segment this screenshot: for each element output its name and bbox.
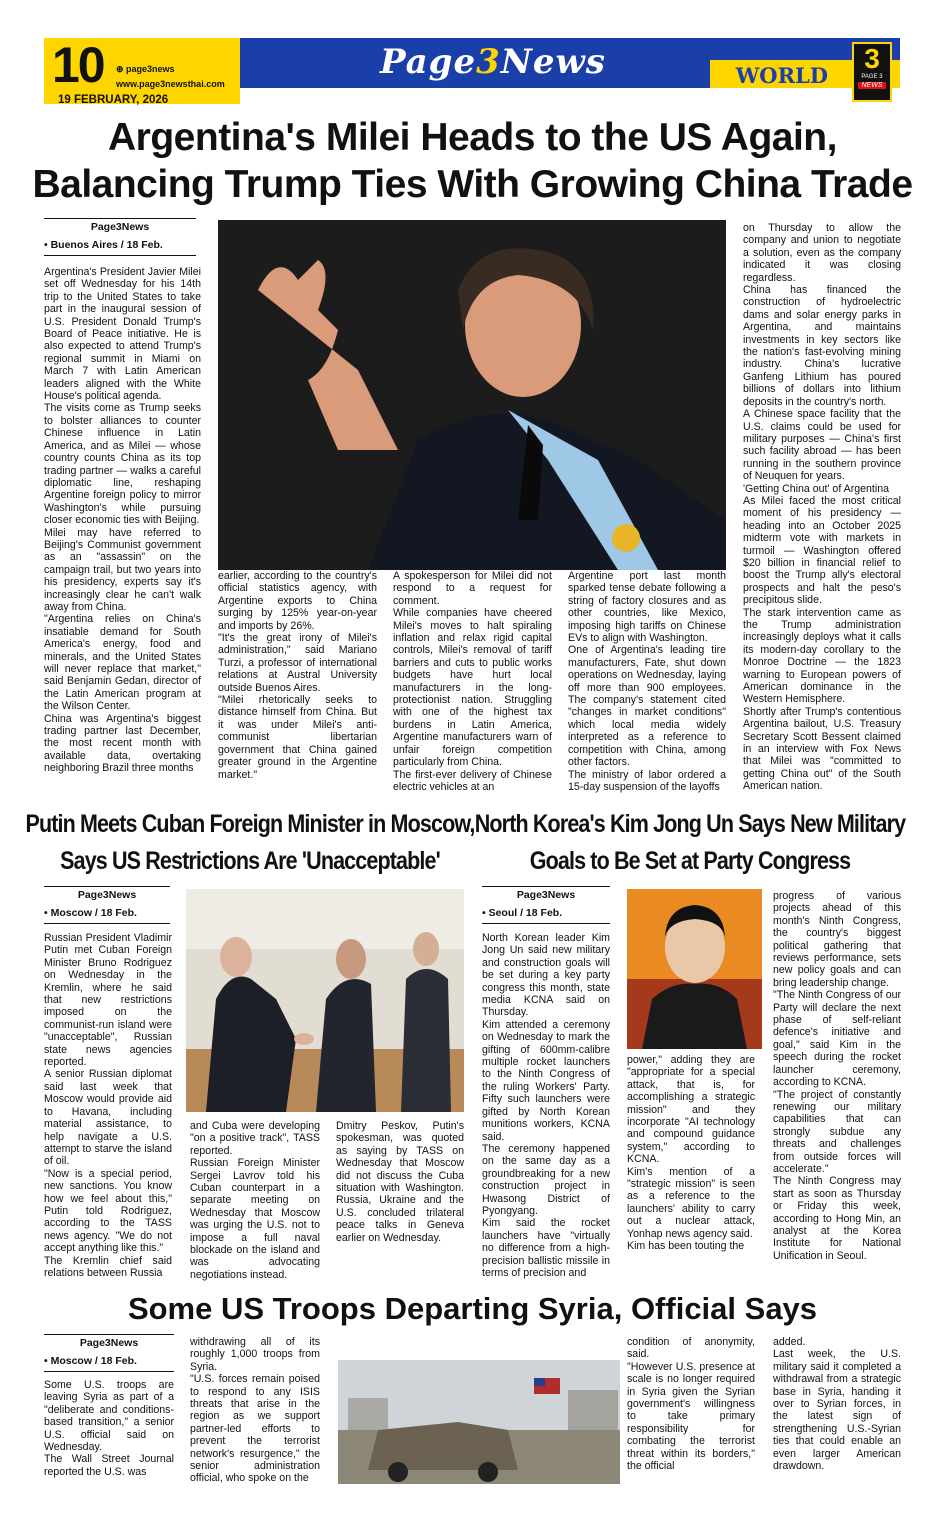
paragraph: While companies have cheered Milei's moves to halt spiraling inflation and relax rigid capital controls, Milei's removal of tariff barriers and cuts to public works budgets have hurt local manufacturers in the long-protectionist nation. Struggling with one of the highest tax burdens in Latin America, Argentine manufacturers warn of unfair foreign competition particularly from China. xyxy=(393,607,552,769)
paragraph: on Thursday to allow the company and union to negotiate a solution, even as the company indicated it was closing regardless. xyxy=(743,222,901,284)
milei-waving-photo xyxy=(218,220,726,570)
paragraph: The ceremony happened on the same day as a groundbreaking for a new construction project in Hwasong District of Pyongyang. xyxy=(482,1142,610,1217)
newspaper-logo xyxy=(380,42,606,82)
milei-headline: Argentina's Milei Heads to the US Again, Balancing Trump Ties With Growing China Trade xyxy=(32,116,913,206)
paragraph: power," adding they are "appropriate for a special attack, that is, for accomplishing a strategic mission" and they incorporate "AI technology and compound guidance system," according to KCNA. xyxy=(627,1054,755,1166)
paragraph: condition of anonymity, said. xyxy=(627,1336,755,1361)
badge-tag: NEWS xyxy=(858,82,886,89)
paragraph: earlier, according to the country's official statistics agency, with Argentine exports to China surging by 125% year-on-year and imports by 26%. xyxy=(218,570,377,632)
paragraph: The first-ever delivery of Chinese electric vehicles at an xyxy=(393,768,552,793)
syria-column-4 xyxy=(773,1336,901,1496)
paragraph: Argentine port last month sparked tense debate following a string of factory closures and as other countries, like Mexico, imposing high tariffs on Chinese EVs to align with Washington. xyxy=(568,570,726,645)
paragraph: Dmitry Peskov, Putin's spokesman, was quoted as saying by TASS on Wednesday that Moscow did not discuss the Cuba situation with Washington. Russia, Ukraine and the U.S. concluded trilateral peace talks in Geneva earlier on Wednesday. xyxy=(336,1120,464,1244)
paragraph: Last week, the U.S. military said it completed a withdrawal from a strategic base in Syria, handing it over to Syrian forces, in the latest sign of strengthening U.S.-Syrian ties that could enable an even larger American drawdown. xyxy=(773,1348,901,1473)
paragraph: and Cuba were developing "on a positive track", TASS reported. xyxy=(190,1120,320,1157)
paragraph: Kim has been touting the xyxy=(627,1240,745,1253)
page-number: 10 xyxy=(52,37,104,93)
byline-source: Page3News xyxy=(44,886,170,901)
paragraph: One of Argentina's leading tire manufacturers, Fate, shut down operations on Wednesday, laying off more than 900 employees. The company's statement cited "changes in market conditions" which local media widely interpreted as a reference to competition with China, among other factors. xyxy=(568,644,726,769)
paragraph: The Ninth Congress may start as soon as Thursday or Friday this week, according to Hong Min, an analyst at the Korea Institute for National Unification in Seoul. xyxy=(773,1175,901,1262)
paragraph: Milei may have referred to Beijing's Communist government as an "assassin" on the campaign trail, but two years into his presidency, experts say it's increasingly clear he can't walk away from China. xyxy=(44,526,201,613)
brand-badge xyxy=(852,42,892,102)
paragraph: 'Getting China out' of Argentina xyxy=(743,482,889,495)
paragraph: withdrawing all of its roughly 1,000 troops from Syria. xyxy=(190,1336,320,1373)
byline-location: • Buenos Aires / 18 Feb. xyxy=(44,239,196,256)
logo-three: 3 xyxy=(476,42,501,82)
website-link[interactable]: www.page3newsthai.com xyxy=(116,79,225,89)
kim-column-2 xyxy=(627,1054,755,1282)
issue-date: 19 FEBRUARY, 2026 xyxy=(58,94,169,106)
byline-source: Page3News xyxy=(44,1334,174,1349)
badge-number: 3 xyxy=(864,43,880,74)
putin-handshake-photo xyxy=(186,889,464,1112)
kim-column-1 xyxy=(482,932,610,1282)
paragraph: "It's the great irony of Milei's administration," said Mariano Turzi, a professor of international relations at Austral University outside Buenos Aires. xyxy=(218,632,377,694)
section-label: WORLD xyxy=(735,63,828,88)
paragraph: The ministry of labor ordered a 15-day suspension of the layoffs xyxy=(568,768,726,793)
paragraph: The Wall Street Journal reported the U.S. was xyxy=(44,1453,174,1478)
kim-byline xyxy=(482,886,610,924)
syria-column-3 xyxy=(627,1336,755,1496)
logo-suffix: News xyxy=(500,42,606,82)
putin-column-2 xyxy=(190,1120,320,1282)
paragraph: North Korean leader Kim Jong Un said new military and construction goals will be set during a key party congress this month, state media KCNA said on Thursday. xyxy=(482,932,610,1019)
syria-convoy-photo xyxy=(338,1360,620,1484)
paragraph: "The project of constantly renewing our military capabilities that can strongly subdue any threats and challenges from outside forces will accelerate." xyxy=(773,1088,901,1175)
paragraph: The stark intervention came as the Trump administration increasingly deploys what it calls its modern-day corollary to the Monroe Doctrine — the 1823 warning to European powers of American dominance in the Western Hemisphere. xyxy=(743,606,901,706)
paragraph: "Milei rhetorically seeks to distance himself from China. But it was under Milei's anti-communist libertarian government that China gained greater ground in the Argentine market." xyxy=(218,694,377,781)
milei-column-4 xyxy=(568,570,726,796)
byline-location: • Moscow / 18 Feb. xyxy=(44,907,170,924)
milei-column-2 xyxy=(218,570,377,796)
byline-location: • Moscow / 18 Feb. xyxy=(44,1355,174,1372)
social-handle: ⊕ page3news xyxy=(116,64,175,74)
milei-column-3 xyxy=(393,570,552,796)
syria-column-1 xyxy=(44,1379,174,1494)
byline-source: Page3News xyxy=(44,218,196,233)
milei-column-5 xyxy=(743,222,901,796)
paragraph: progress of various projects ahead of this month's Ninth Congress, the country's biggest political gathering that reviews performance, sets new policy goals and can bring leadership change. xyxy=(773,890,901,989)
putin-column-3 xyxy=(336,1120,464,1282)
paragraph: A senior Russian diplomat said last week that Moscow would provide aid to Havana, including material assistance, to help navigate a U.S. attempt to starve the island of oil. xyxy=(44,1068,172,1168)
byline-source: Page3News xyxy=(482,886,610,901)
milei-column-1 xyxy=(44,266,201,796)
paragraph: "However U.S. presence at scale is no longer required in Syria given the Syrian government's willingness to take primary responsibility for combating the terrorist threat within its borders," the official xyxy=(627,1360,755,1473)
logo-prefix: Page xyxy=(380,42,477,82)
paragraph: China was Argentina's biggest trading partner last December, the most recent month with available data, overtaking neighboring Brazil three months xyxy=(44,712,201,775)
putin-headline: Putin Meets Cuban Foreign Minister in Moscow, Says US Restrictions Are 'Unacceptable' xyxy=(25,810,475,875)
byline-location: • Seoul / 18 Feb. xyxy=(482,907,610,924)
paragraph: The Kremlin chief said relations between Russia xyxy=(44,1254,172,1279)
putin-byline xyxy=(44,886,170,924)
kim-portrait-photo xyxy=(627,889,762,1049)
syria-headline: Some US Troops Departing Syria, Official Says xyxy=(127,1291,818,1326)
syria-byline xyxy=(44,1334,174,1372)
paragraph: The visits come as Trump seeks to bolster alliances to counter Chinese influence in Latin America, and as Milei — whose country counts China as its top trading partner — walks a careful diplomatic line, reshaping Argentine foreign policy to mirror Washington's while pursuing closer economic ties with Beijing. xyxy=(44,402,201,527)
paragraph: "The Ninth Congress of our Party will declare the next phase of self-reliant defence's initiative and goal," said Kim in the speech during the rocket launcher ceremony, according to KCNA. xyxy=(773,989,901,1089)
paragraph: Russian President Vladimir Putin met Cuban Foreign Minister Bruno Rodriguez on Wednesday in the Kremlin, where he said that new restrictions imposed on the communist-run island were "unacceptable", Russian state news agencies reported. xyxy=(44,932,172,1069)
paragraph: Shortly after Trump's contentious Argentina bailout, U.S. Treasury Secretary Scott Bessent claimed in an interview with Fox News that Milei was "committed to getting China out" of the South American nation. xyxy=(743,705,901,793)
paragraph: Kim attended a ceremony on Wednesday to mark the gifting of 600mm-calibre multiple rocket launchers to the Ninth Congress of the ruling Workers' Party. Fifty such launchers were gifted by North Korean munitions workers, KCNA said. xyxy=(482,1018,610,1143)
paragraph: "Now is a special period, new sanctions. You know how we feel about this," Putin told Rodriguez, according to the TASS news agency. "We do not accept anything like this." xyxy=(44,1167,172,1255)
paragraph: "Argentina relies on China's insatiable demand for South America's energy, food and minerals, and the United States will never replace that market," said Benjamin Gedan, director of the Latin American program at the Wilson Center. xyxy=(44,613,201,713)
masthead xyxy=(44,38,900,104)
paragraph: Some U.S. troops are leaving Syria as part of a "deliberate and conditions-based transition," a senior U.S. official said on Wednesday. xyxy=(44,1379,174,1454)
paragraph: Argentina's President Javier Milei set off Wednesday for his 14th trip to the United States to take part in the inaugural session of U.S. President Donald Trump's Board of Peace initiative. He is also expected to attend Trump's regional summit in Miami on March 7 with Latin American leaders aligned with the White House's political agenda. xyxy=(44,266,201,403)
paragraph: Kim's mention of a "strategic mission" is seen as a reference to the launchers' ability to carry out a nuclear attack, Yonhap news agency said. xyxy=(627,1165,755,1240)
syria-column-2 xyxy=(190,1336,320,1496)
paragraph: A Chinese space facility that the U.S. claims could be used for military purposes — China's first such facility abroad — has been running in the southern province of Neuquen for years. xyxy=(743,408,901,483)
kim-column-3 xyxy=(773,890,901,1282)
paragraph: China has financed the construction of hydroelectric dams and solar energy parks in Argentina, and maintains investments in key sectors like the nation's fast-evolving mining industry. China's lucrative Ganfeng Lithium has poured billions of dollars into lithium deposits in the country's north. xyxy=(743,284,901,408)
paragraph: added. xyxy=(773,1336,806,1348)
paragraph: As Milei faced the most critical moment of his presidency — heading into an October 2025 midterm vote with markets in turmoil — Washington offered $20 billion in financial relief to boost the Trump ally's electoral prospects and halt the peso's precipitous slide. xyxy=(743,494,901,607)
milei-byline xyxy=(44,218,196,256)
paragraph: Kim said the rocket launchers have "virtually no difference from a high-precision ballistic missile in terms of precision and xyxy=(482,1217,610,1279)
kim-headline: North Korea's Kim Jong Un Says New Military Goals to Be Set at Party Congress xyxy=(474,810,906,875)
paragraph: "U.S. forces remain poised to respond to any ISIS threats that arise in the region as we support partner-led efforts to prevent the terrorist network's resurgence," the senior administration official, who spoke on the xyxy=(190,1373,320,1485)
paragraph: A spokesperson for Milei did not respond to a request for comment. xyxy=(393,570,552,607)
putin-column-1 xyxy=(44,932,172,1282)
badge-text: PAGE 3 xyxy=(861,74,883,80)
paragraph: Russian Foreign Minister Sergei Lavrov told his Cuban counterpart in a separate meeting on Wednesday that Moscow was urging the U.S. not to impose a full naval blockade on the island and was advocating negotiations instead. xyxy=(190,1157,320,1281)
